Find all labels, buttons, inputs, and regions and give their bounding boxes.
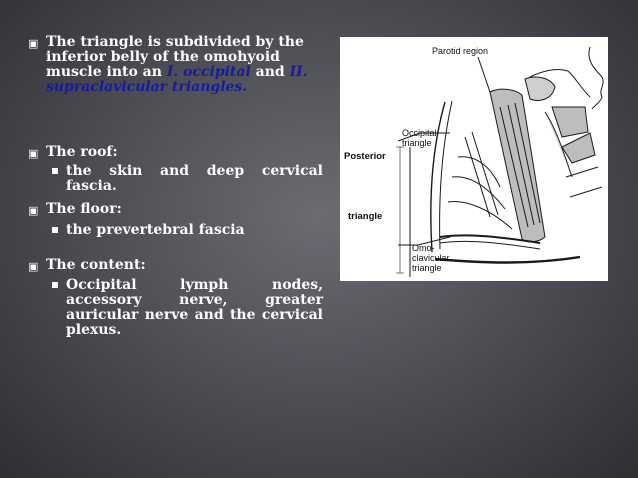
neck-anatomy-figure xyxy=(340,37,608,281)
roof-title: The roof: xyxy=(46,144,118,160)
roof-heading xyxy=(28,145,323,160)
label-parotid-region: Parotid region xyxy=(432,46,489,56)
label-omo-1: Omo- xyxy=(412,243,435,253)
floor-title: The floor: xyxy=(46,201,122,217)
roof-item xyxy=(28,164,323,194)
intro-text-2: and xyxy=(250,64,290,80)
sub-bullet-icon xyxy=(52,282,58,288)
intro-occipital: I. occipital xyxy=(166,64,251,80)
slide-text xyxy=(28,35,323,338)
content-item-text: Occipital lymph nodes, accessory nerve, greater auricular nerve and the cervical plexus. xyxy=(66,277,323,338)
roof-item-text: the skin and deep cervical fascia. xyxy=(66,163,323,194)
sub-bullet-icon xyxy=(52,227,58,233)
floor-item-text: the prevertebral fascia xyxy=(66,222,245,238)
intro-text-1: The triangle is subdivided by the inferior belly of the omohyoid muscle into an xyxy=(46,34,304,80)
bullet-marker-icon: ▣ xyxy=(28,204,39,217)
content-title: The content: xyxy=(46,257,146,273)
label-triangle: triangle xyxy=(348,211,383,222)
bullet-marker-icon: ▣ xyxy=(28,37,39,50)
intro-supraclavicular: II. supraclavicular triangles. xyxy=(46,64,308,95)
label-occipital-2: triangle xyxy=(402,138,432,148)
intro-bullet xyxy=(28,35,323,95)
bullet-marker-icon: ▣ xyxy=(28,147,39,160)
content-item xyxy=(28,278,323,338)
label-omo-3: triangle xyxy=(412,263,442,273)
bullet-marker-icon: ▣ xyxy=(28,260,39,273)
label-posterior: Posterior xyxy=(344,151,386,162)
floor-item xyxy=(28,223,323,238)
floor-heading xyxy=(28,202,323,217)
label-occipital-1: Occipital xyxy=(402,128,437,138)
label-omo-2: clavicular xyxy=(412,253,450,263)
sub-bullet-icon xyxy=(52,168,58,174)
content-heading xyxy=(28,258,323,273)
